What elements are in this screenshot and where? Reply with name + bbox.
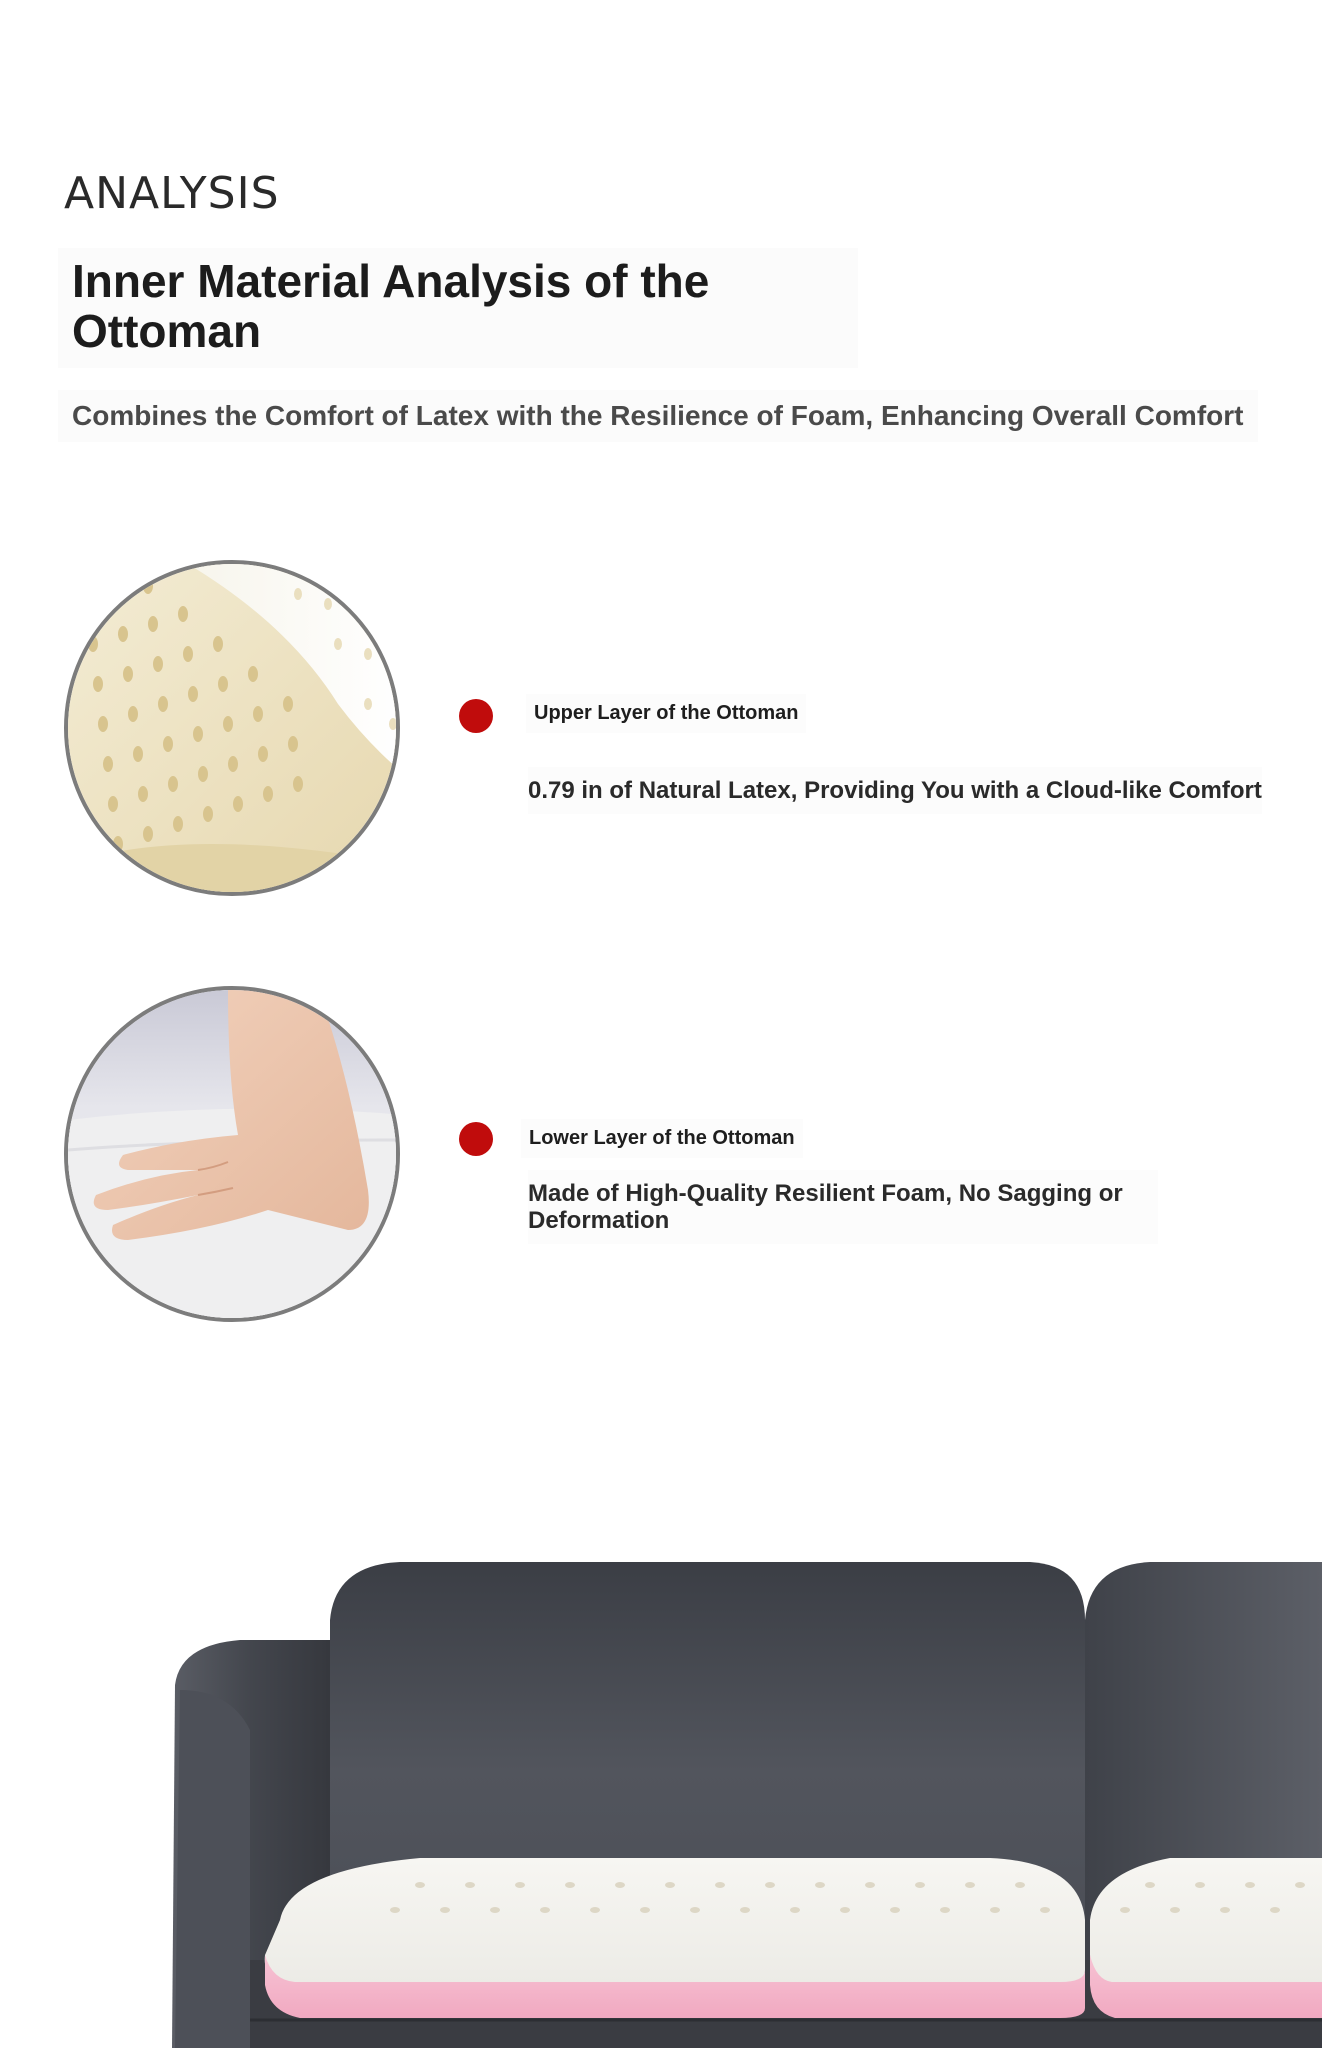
foam-layer-photo xyxy=(64,986,400,1322)
section-label: ANALYSIS xyxy=(64,168,280,219)
page-title: Inner Material Analysis of the Ottoman xyxy=(58,248,858,368)
upper-layer-bullet xyxy=(459,699,493,733)
lower-layer-title: Lower Layer of the Ottoman xyxy=(521,1119,803,1158)
page-subtitle: Combines the Comfort of Latex with the Resilience of Foam, Enhancing Overall Comfort xyxy=(58,390,1258,442)
upper-layer-title: Upper Layer of the Ottoman xyxy=(526,694,806,733)
lower-layer-bullet xyxy=(459,1122,493,1156)
upper-layer-description: 0.79 in of Natural Latex, Providing You with a Cloud-like Comfort xyxy=(528,767,1262,814)
latex-layer-photo xyxy=(64,560,400,896)
lower-layer-description: Made of High-Quality Resilient Foam, No Sagging or Deformation xyxy=(528,1170,1158,1244)
sofa-cross-section-illustration xyxy=(0,1540,1322,2048)
